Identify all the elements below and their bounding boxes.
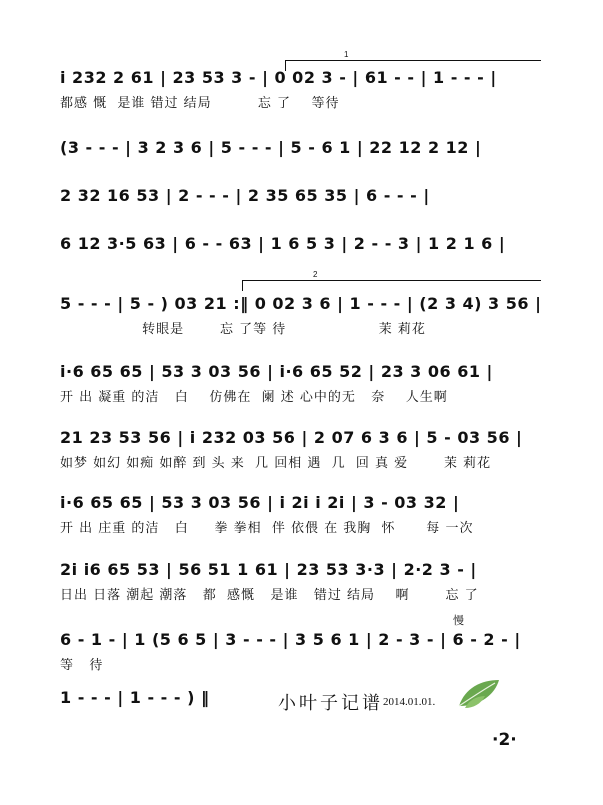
notation-line: 21 23 53 56 | i 232 03 56 | 2 07 6 3 6 | 5 - 03 56 | <box>60 428 523 447</box>
system-5 <box>60 270 542 354</box>
system-9 <box>60 558 540 620</box>
system-1 <box>60 50 540 128</box>
system-11 <box>60 686 260 748</box>
lyrics-line: 开 出 庄重 的洁 白 拳 拳相 伴 依偎 在 我胸 怀 每 一次 <box>60 521 474 536</box>
notation-line: i·6 65 65 | 53 3 03 56 | i 2i i 2i | 3 - 03 32 | <box>60 493 460 512</box>
volta-bracket: 2 <box>242 280 541 291</box>
notation-line: 6 - 1 - | 1 (5 6 5 | 3 - - - | 3 5 6 1 | 2 - 3 - | 6 - 2 - | <box>60 630 521 649</box>
lyrics-line: 等 待 <box>60 658 104 673</box>
tempo-mark: 慢 <box>453 614 464 627</box>
notation-line: 2i i6 65 53 | 56 51 1 61 | 23 53 3·3 | 2·2 3 - | <box>60 560 477 579</box>
lyrics-line: 日出 日落 潮起 潮落 都 感慨 是谁 错过 结局 啊 忘 了 <box>60 588 479 603</box>
transcriber-signature: 小叶子记谱 <box>278 693 383 714</box>
leaf-icon <box>455 676 503 712</box>
system-7 <box>60 426 540 488</box>
lyrics-line: 转眼是 忘 了等 待 茉 莉花 <box>60 322 426 337</box>
notation-line: 5 - - - | 5 - ) 03 21 :‖ 0 02 3 6 | 1 - - - | (2 3 4) 3 56 | <box>60 294 542 313</box>
lyrics-line: 如梦 如幻 如痴 如醉 到 头 来 几 回相 遇 几 回 真 爱 茉 莉花 <box>60 456 492 471</box>
notation-line: 2 32 16 53 | 2 - - - | 2 35 65 35 | 6 - - - | <box>60 186 430 205</box>
lyrics-line: 都感 慨 是谁 错过 结局 忘 了 等待 <box>60 96 340 111</box>
notation-line: 1 - - - | 1 - - - ) ‖ <box>60 688 210 707</box>
volta-bracket: 1 <box>285 60 541 71</box>
notation-line: i·6 65 65 | 53 3 03 56 | i·6 65 52 | 23 3 06 61 | <box>60 362 493 381</box>
system-6 <box>60 360 540 422</box>
notation-line: 6 12 3·5 63 | 6 - - 63 | 1 6 5 3 | 2 - - 3 | 1 2 1 6 | <box>60 234 506 253</box>
notation-line: i 232 2 61 | 23 53 3 - | 0 02 3 - | 61 - - | 1 - - - | <box>60 68 497 87</box>
page-number: ·2· <box>492 730 517 750</box>
system-8 <box>60 491 540 553</box>
signature-date: 2014.01.01. <box>383 696 436 708</box>
lyrics-line: 开 出 凝重 的洁 白 仿佛在 阑 述 心中的无 奈 人生啊 <box>60 390 448 405</box>
notation-line: (3 - - - | 3 2 3 6 | 5 - - - | 5 - 6 1 | 22 12 2 12 | <box>60 138 482 157</box>
